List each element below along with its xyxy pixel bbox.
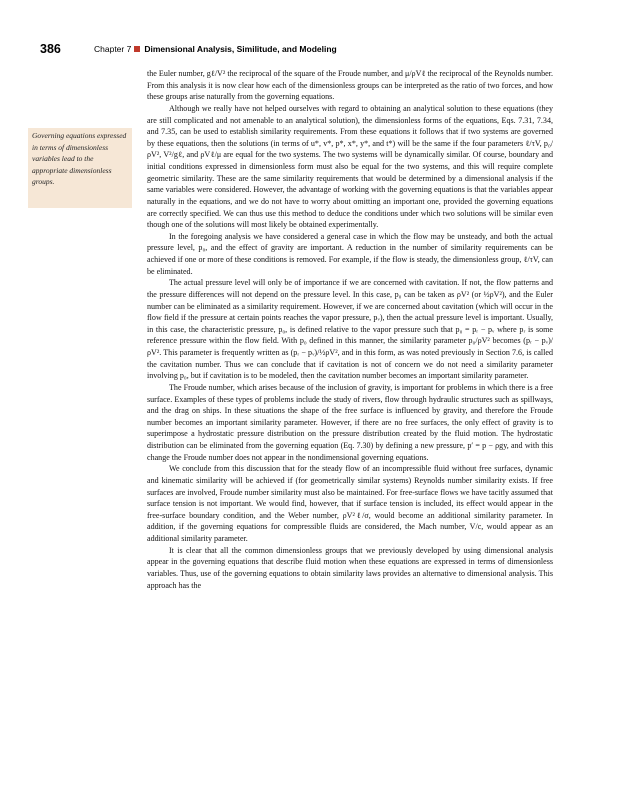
paragraph: We conclude from this discussion that for the steady flow of an incompressible fluid without free surfaces, dynamic and kinematic similarity will be achieved if (for geometrically similar systems) Reynolds number similarity exists. If free surfaces are involved, Froude number similarity must also be maintained. For free-surface flows we have tacitly assumed that surface tension is not important. We would find, however, that if surface tension is included, its effect would appear in the free-surface boundary condition, and the Weber number, ρV²ℓ/σ, would become an additional similarity parameter. In addition, if the governing equations for compressible fluids are considered, the Mach number, V/c, would appear as an additional similarity parameter. — [147, 464, 553, 543]
body-text — [147, 68, 553, 591]
paragraph: It is clear that all the common dimensionless groups that we previously developed by using dimensional analysis appear in the governing equations that describe fluid motion when these equations are expressed in terms of dimensionless variables. Thus, use of the governing equations to obtain similarity laws provides an alternative to dimensional analysis. This approach has the — [147, 545, 553, 590]
paragraph: The Froude number, which arises because of the inclusion of gravity, is important for problems in which there is a free surface. Examples of these types of problems include the study of rivers, flow through hydraulic structures such as spillways, and the drag on ships. In these situations the shape of the free surface is influenced by gravity, and therefore the Froude number becomes an important similarity parameter. However, if there are no free surfaces, the only effect of gravity is to superimpose a hydrostatic pressure distribution on the pressure distribution created by the fluid motion. The hydrostatic distribution can be eliminated from the governing equation (Eq. 7.30) by defining a new pressure, p′ = p − ρgy, and with this change the Froude number does not appear in the nondimensional governing equations. — [147, 382, 553, 462]
chapter-title: Dimensional Analysis, Similitude, and Modeling — [144, 44, 337, 54]
paragraph: Although we really have not helped ourselves with regard to obtaining an analytical solution to these equations (they are still complicated and not amenable to an analytical solution), the dimensionless forms of the equations, Eqs. 7.31, 7.34, and 7.35, can be used to establish similarity requirements. From these equations it follows that if two systems are governed by these equations, then the solutions (in terms of u*, v*, p*, x*, y*, and t*) will be the same if the four parameters ℓ/τV, p₀/ρV², V²/gℓ, and ρVℓ/μ are equal for the two systems. The two systems will be dynamically similar. Of course, boundary and initial conditions expressed in dimensionless form must also be equal for the two systems, and this will require complete geometric similarity. These are the same similarity requirements that would be determined by a dimensional analysis if the same variables were considered. However, the advantage of working with the governing equations is that the variables appear naturally in the equations, and we do not have to worry about omitting an important one, provided the governing equations are correctly specified. We can thus use this method to deduce the conditions under which two solutions will be similar even though one of the solutions will most likely be obtained experimentally. — [147, 103, 553, 230]
paragraph: In the foregoing analysis we have considered a general case in which the flow may be unsteady, and both the actual pressure level, p₀, and the effect of gravity are important. A reduction in the number of similarity requirements can be achieved if one or more of these conditions is removed. For example, if the flow is steady, the dimensionless group, ℓ/τV, can be eliminated. — [147, 231, 553, 276]
chapter-heading — [94, 44, 337, 54]
square-bullet-icon — [134, 46, 140, 52]
chapter-label: Chapter 7 — [94, 44, 132, 54]
margin-note: Governing equations expressed in terms of dimensionless variables lead to the appropriate dimensionless groups. — [28, 128, 132, 208]
page-number: 386 — [40, 42, 61, 56]
running-header — [40, 42, 590, 58]
paragraph: the Euler number, gℓ/V² the reciprocal of the square of the Froude number, and μ/ρVℓ the reciprocal of the Reynolds number. From this analysis it is now clear how each of the dimensionless groups can be interpreted as the ratio of two forces, and how these groups arise naturally from the governing equations. — [147, 69, 553, 102]
paragraph: The actual pressure level will only be of importance if we are concerned with cavitation. If not, the flow patterns and the pressure differences will not depend on the pressure level. In this case, p₀ can be taken as ρV² (or ½ρV²), and the Euler number can be eliminated as a similarity requirement. However, if we are concerned about cavitation (which will occur in the flow field if the pressure at certain points reaches the vapor pressure, pᵥ), then the actual pressure level is important. Usually, in this case, the characteristic pressure, p₀, is defined relative to the vapor pressure such that p₀ = pᵣ − pᵥ where pᵣ is some reference pressure within the flow field. With p₀ defined in this manner, the similarity parameter p₀/ρV² becomes (pᵣ − pᵥ)/ρV². This parameter is frequently written as (pᵣ − pᵥ)/½ρV², and in this form, as was noted previously in Section 7.6, is called the cavitation number. Thus we can conclude that if cavitation is not of concern we do not need a similarity parameter involving p₀, but if cavitation is to be modeled, then the cavitation number becomes an important similarity parameter. — [147, 278, 553, 381]
